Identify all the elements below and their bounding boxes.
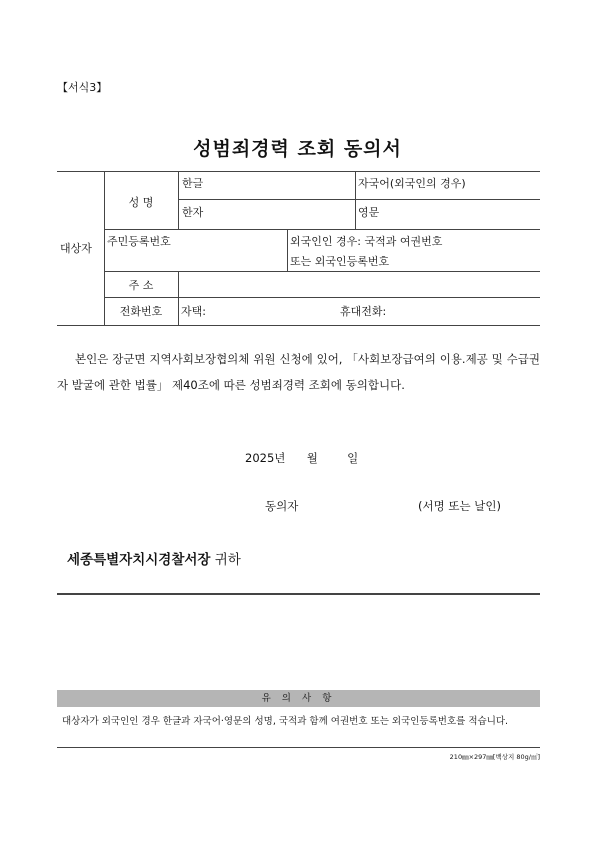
form-number: 【서식3】 [57,81,108,94]
home-phone-label: 자택: [181,305,206,318]
date-day: 일 [347,451,359,465]
foreigner-id-label-line2: 또는 외국인등록번호 [290,255,390,268]
subject-label: 대상자 [60,242,92,255]
phone-label: 전화번호 [119,305,163,318]
consenter-label: 동의자 [265,499,299,513]
english-name-label: 영문 [358,206,380,219]
recipient-org: 세종특별자치시경찰서장 [67,552,211,568]
signature-label: (서명 또는 날인) [418,499,501,513]
resident-number-label: 주민등록번호 [107,235,171,248]
date-month: 월 [306,451,318,465]
mobile-phone-label: 휴대전화: [340,305,387,318]
paper-spec: 210㎜×297㎜[백상지 80g/㎡] [449,753,540,761]
recipient-suffix: 귀하 [214,552,241,568]
recipient [67,548,241,568]
foreigner-id-label-line1: 외국인인 경우: 국적과 여권번호 [290,235,443,248]
hanja-label: 한자 [182,206,204,219]
divider [57,593,540,595]
notice-text: 대상자가 외국인인 경우 한글과 자국어·영문의 성명, 국적과 함께 여권번호 또는 외국인등록번호를 적습니다. [62,716,509,727]
address-label: 주 소 [128,279,154,292]
foreign-name-label: 자국어(외국인의 경우) [358,177,466,190]
name-label: 성 명 [128,196,154,209]
date-year: 2025년 [245,451,286,465]
consent-statement: 본인은 장군면 지역사회보장협의체 위원 신청에 있어, 「사회보장급여의 이용.제공 및 수급권자 발굴에 관한 법률」 제40조에 따른 성범죄경력 조회에 동의합니다. [57,352,540,392]
notice-heading: 유 의 사 항 [57,690,540,707]
hangul-label: 한글 [182,177,204,190]
document-title: 성범죄경력 조회 동의서 [193,138,402,160]
date-line [245,450,358,466]
